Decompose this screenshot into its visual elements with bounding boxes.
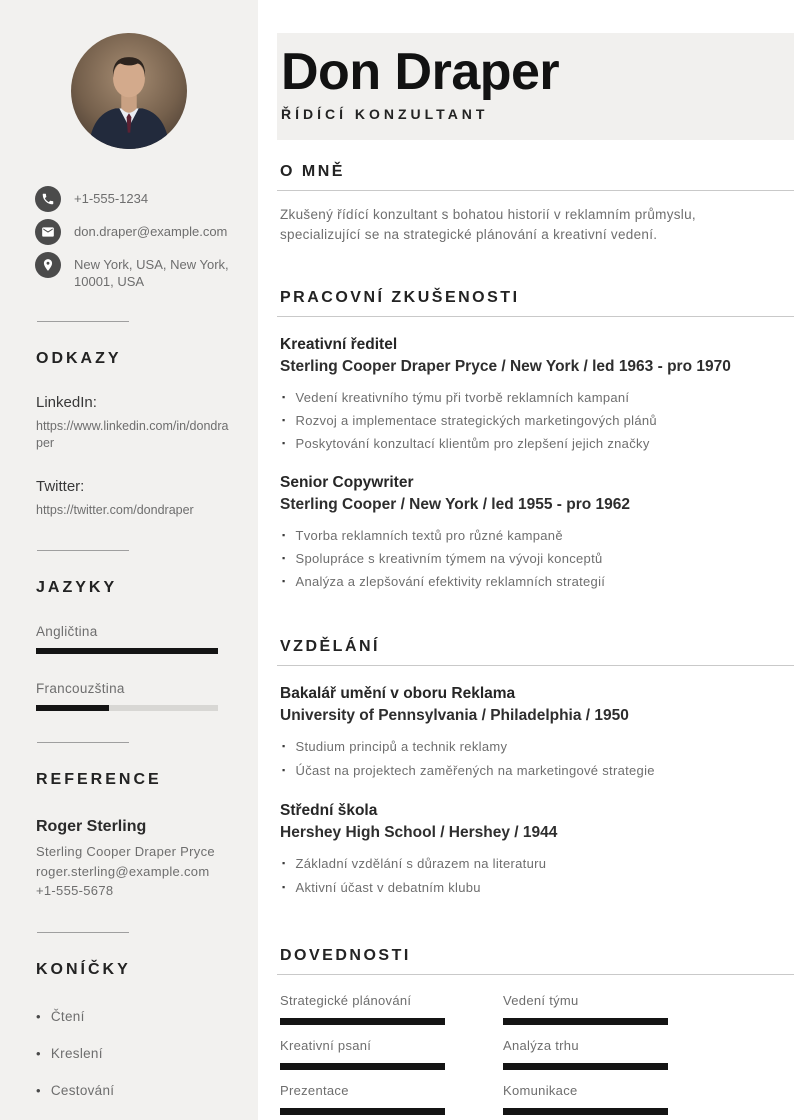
education-bullet — [280, 735, 794, 759]
map-pin-icon — [35, 252, 61, 278]
link-item-linkedin — [0, 394, 258, 452]
phone-number[interactable]: +1-555-1234 — [74, 191, 149, 206]
skill-item — [503, 993, 726, 1025]
job-bullet-text: Analýza a zlepšování efektivity reklamních strategií — [295, 574, 606, 589]
job-bullet — [280, 409, 794, 432]
education-bullet-text: Základní vzdělání s důrazem na literaturu — [295, 856, 547, 871]
job-bullet — [280, 524, 794, 547]
job-bullet — [280, 432, 794, 455]
linkedin-url[interactable]: https://www.linkedin.com/in/dondraper — [36, 419, 229, 450]
degree-title: Střední škola — [280, 802, 378, 819]
job-bullet — [280, 547, 794, 570]
link-item-twitter — [0, 478, 258, 519]
education-bullet-list — [280, 735, 794, 783]
education-section — [277, 638, 794, 900]
language-level-bar — [36, 648, 218, 654]
education-entry — [280, 800, 794, 900]
education-bullet — [280, 852, 794, 876]
skill-level-bar — [280, 1108, 445, 1115]
education-bullet-text: Účast na projektech zaměřených na marketingové strategie — [295, 763, 655, 778]
bullet-square-icon: ▪ — [282, 576, 286, 586]
sidebar-divider — [37, 742, 129, 743]
hobbies-section-heading: KONÍČKY — [36, 960, 131, 978]
language-item — [0, 624, 258, 654]
reference-email[interactable]: roger.sterling@example.com — [36, 863, 210, 879]
education-bullet — [280, 876, 794, 900]
language-level-track — [36, 705, 218, 711]
person-name: Don Draper — [281, 43, 560, 101]
email-address[interactable]: don.draper@example.com — [74, 224, 228, 239]
skills-section — [277, 947, 794, 1115]
language-level-track — [36, 648, 218, 654]
bullet-square-icon: ▪ — [282, 765, 286, 775]
job-bullet-list — [280, 386, 794, 455]
sidebar-divider — [37, 321, 129, 322]
bullet-dot-icon: • — [36, 1045, 41, 1061]
job-bullet-text: Vedení kreativního týmu při tvorbě reklamních kampaní — [295, 390, 630, 405]
job-bullet-text: Tvorba reklamních textů pro různé kampaně — [295, 528, 563, 543]
sidebar-divider — [37, 932, 129, 933]
language-name: Angličtina — [36, 624, 98, 639]
header-band — [277, 33, 794, 140]
skill-item — [503, 1083, 726, 1115]
hobby-item — [36, 1083, 258, 1098]
skill-level-track — [280, 1063, 445, 1070]
skill-level-bar — [503, 1108, 668, 1115]
profile-photo — [71, 33, 187, 149]
twitter-url[interactable]: https://twitter.com/dondraper — [36, 503, 194, 517]
education-bullet-text: Aktivní účast v debatním klubu — [295, 880, 481, 895]
profile-photo-placeholder — [71, 33, 187, 149]
bullet-dot-icon: • — [36, 1082, 41, 1098]
education-bullet-list — [280, 852, 794, 900]
job-bullet-list — [280, 524, 794, 593]
bullet-dot-icon: • — [36, 1008, 41, 1024]
skill-level-bar — [503, 1018, 668, 1025]
skill-level-bar — [280, 1018, 445, 1025]
hobby-list — [36, 1009, 258, 1098]
job-meta: Sterling Cooper Draper Pryce / New York / led 1963 - pro 1970 — [280, 358, 731, 375]
twitter-label: Twitter: — [36, 478, 85, 495]
job-title: Senior Copywriter — [280, 474, 414, 491]
links-section-heading: ODKAZY — [36, 350, 122, 367]
about-text: Zkušený řídící konzultant s bohatou historií v reklamním průmyslu, specializující se na strategické plánování a kreativní vedení. — [280, 207, 696, 242]
job-bullet — [280, 386, 794, 409]
education-bullet-text: Studium principů a technik reklamy — [295, 739, 508, 754]
reference-company: Sterling Cooper Draper Pryce — [36, 844, 215, 859]
envelope-icon — [35, 219, 61, 245]
reference-name: Roger Sterling — [36, 818, 147, 835]
section-rule — [277, 316, 794, 317]
job-meta: Sterling Cooper / New York / led 1955 - pro 1962 — [280, 496, 631, 513]
skills-heading: DOVEDNOSTI — [280, 947, 411, 964]
contact-block — [35, 186, 258, 290]
main-column — [277, 0, 794, 1115]
linkedin-label: LinkedIn: — [36, 394, 97, 411]
education-entry — [280, 683, 794, 783]
sidebar — [0, 0, 258, 1120]
job-entry — [280, 334, 794, 455]
bullet-square-icon: ▪ — [282, 438, 286, 448]
job-entry — [280, 472, 794, 593]
reference-section-heading: REFERENCE — [36, 771, 162, 788]
skills-grid — [280, 993, 794, 1115]
school-meta: University of Pennsylvania / Philadelphia / 1950 — [280, 707, 629, 724]
skill-name: Kreativní psaní — [280, 1038, 372, 1053]
sidebar-divider — [37, 550, 129, 551]
bullet-square-icon: ▪ — [282, 858, 286, 868]
section-rule — [277, 974, 794, 975]
language-name: Francouzština — [36, 681, 125, 696]
reference-card — [0, 818, 258, 901]
education-bullet — [280, 759, 794, 783]
language-level-bar — [36, 705, 109, 711]
hobby-item — [36, 1009, 258, 1024]
education-heading: VZDĚLÁNÍ — [280, 638, 380, 655]
job-bullet-text: Rozvoj a implementace strategických marketingových plánů — [295, 413, 657, 428]
hobby-label: Kreslení — [50, 1045, 103, 1061]
job-bullet-text: Spolupráce s kreativním týmem na vývoji konceptů — [295, 551, 603, 566]
skill-item — [503, 1038, 726, 1070]
hobby-item — [36, 1046, 258, 1061]
about-section — [277, 163, 794, 244]
contact-row-email — [35, 219, 258, 245]
section-rule — [277, 665, 794, 666]
hobby-label: Cestování — [50, 1082, 115, 1098]
skill-level-bar — [503, 1063, 668, 1070]
skill-name: Strategické plánování — [280, 993, 412, 1008]
hobby-label: Čtení — [50, 1008, 85, 1024]
skill-level-track — [280, 1108, 445, 1115]
bullet-square-icon: ▪ — [282, 530, 286, 540]
skill-level-track — [503, 1018, 668, 1025]
skill-name: Komunikace — [503, 1083, 578, 1098]
skill-name: Analýza trhu — [503, 1038, 579, 1053]
job-bullet — [280, 570, 794, 593]
skill-level-track — [503, 1063, 668, 1070]
contact-row-location — [35, 252, 258, 290]
bullet-square-icon: ▪ — [282, 882, 286, 892]
reference-phone[interactable]: +1-555-5678 — [36, 883, 114, 898]
skill-name: Vedení týmu — [503, 993, 579, 1008]
about-heading: O MNĚ — [280, 163, 345, 180]
bullet-square-icon: ▪ — [282, 392, 286, 402]
skill-item — [280, 1083, 503, 1115]
phone-icon — [35, 186, 61, 212]
section-rule — [277, 190, 794, 191]
skill-level-track — [280, 1018, 445, 1025]
bullet-square-icon: ▪ — [282, 553, 286, 563]
postal-address: New York, USA, New York, 10001, USA — [74, 257, 229, 289]
skill-item — [280, 993, 503, 1025]
bullet-square-icon: ▪ — [282, 741, 286, 751]
job-title: Kreativní ředitel — [280, 336, 398, 353]
languages-section-heading: JAZYKY — [36, 579, 118, 596]
skill-item — [280, 1038, 503, 1070]
skill-name: Prezentace — [280, 1083, 349, 1098]
contact-row-phone — [35, 186, 258, 212]
experience-heading: PRACOVNÍ ZKUŠENOSTI — [280, 289, 520, 306]
skill-level-bar — [280, 1063, 445, 1070]
bullet-square-icon: ▪ — [282, 415, 286, 425]
skill-level-track — [503, 1108, 668, 1115]
degree-title: Bakalář umění v oboru Reklama — [280, 685, 516, 702]
person-job-title: ŘÍDÍCÍ KONZULTANT — [281, 106, 489, 122]
language-item — [0, 681, 258, 711]
school-meta: Hershey High School / Hershey / 1944 — [280, 824, 558, 841]
job-bullet-text: Poskytování konzultací klientům pro zlepšení jejich značky — [295, 436, 650, 451]
experience-section — [277, 289, 794, 593]
